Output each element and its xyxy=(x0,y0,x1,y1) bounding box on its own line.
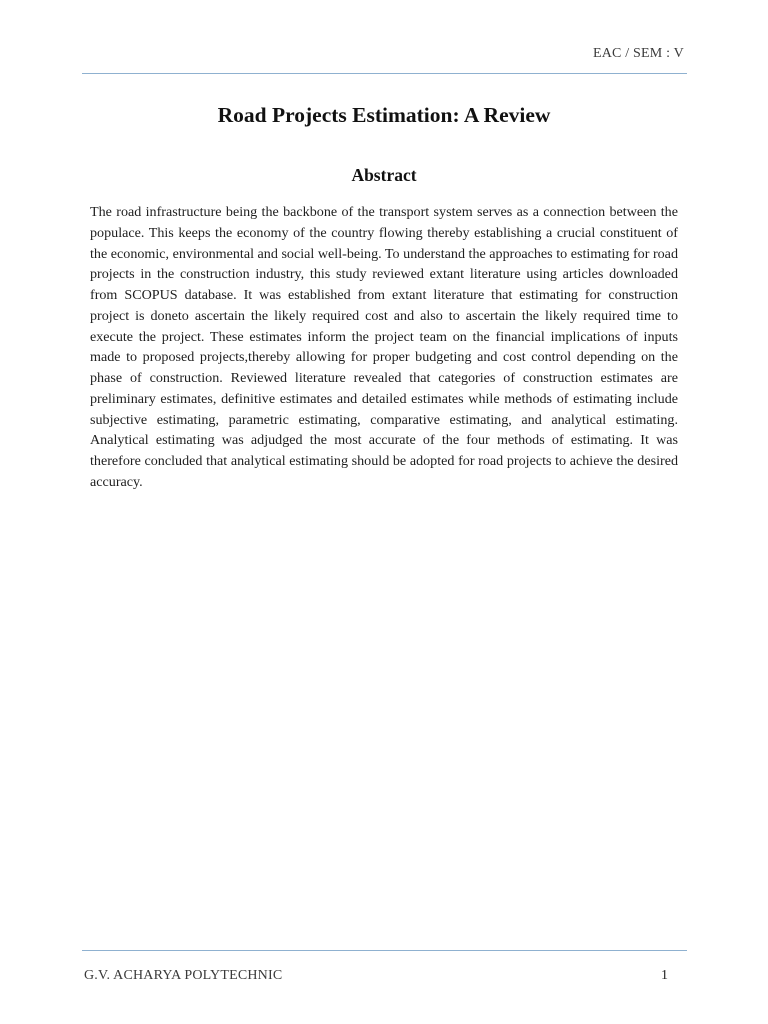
abstract-heading: Abstract xyxy=(351,165,417,185)
footer-rule xyxy=(82,950,687,951)
page-number: 1 xyxy=(661,968,668,983)
header-rule xyxy=(82,73,687,74)
paper-title: Road Projects Estimation: A Review xyxy=(217,103,551,127)
abstract-body: The road infrastructure being the backbone of the transport system serves as a connection between the populace. This keeps the economy of the country flowing thereby establishing a crucial constituent of the economic, environmental and social well-being. To understand the approaches to estimating for road projects in the construction industry, this study reviewed extant literature using articles downloaded from SCOPUS database. It was established from extant literature that estimating for construction project is doneto ascertain the likely required cost and also to ascertain the likely required time to execute the project. These estimates inform the project team on the financial implications of inputs made to proposed projects,thereby allowing for proper budgeting and cost control depending on the phase of construction. Reviewed literature revealed that categories of construction estimates are preliminary estimates, definitive estimates and detailed estimates while methods of estimating include subjective estimating, parametric estimating, comparative estimating, and analytical estimating. Analytical estimating was adjudged the most accurate of the four methods of estimating. It was therefore concluded that analytical estimating should be adopted for road projects to achieve the desired accuracy. xyxy=(90,204,678,490)
footer-institution: G.V. ACHARYA POLYTECHNIC xyxy=(84,968,283,983)
running-header: EAC / SEM : V xyxy=(592,46,684,61)
